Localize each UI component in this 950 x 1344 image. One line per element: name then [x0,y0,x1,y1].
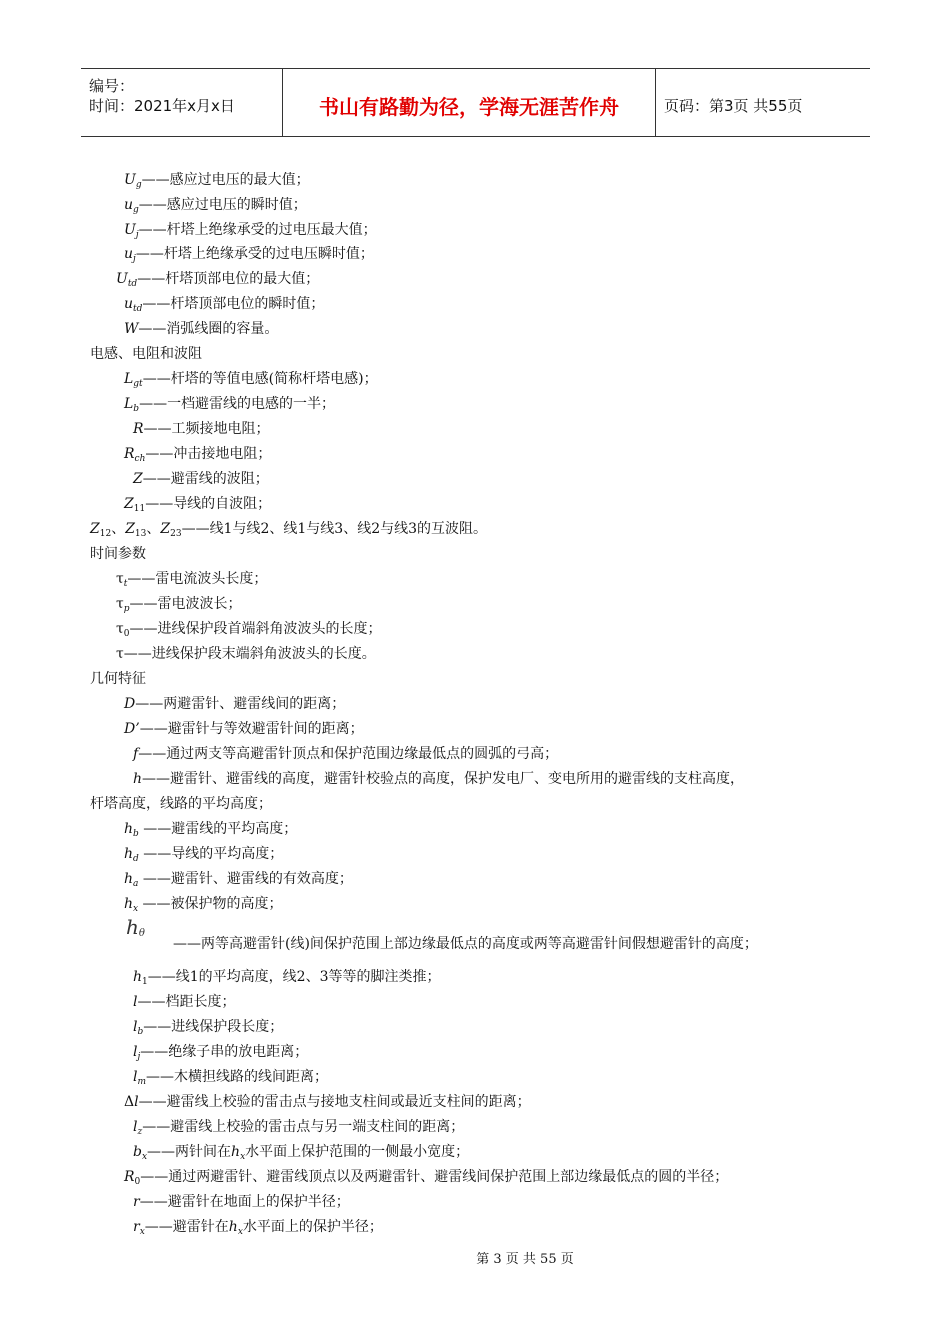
definition-text: ——避雷针、避雷线的高度，避雷针校验点的高度，保护发电厂、变电所用的避雷线的支柱高度， [142,771,745,787]
symbol: h [124,871,134,887]
tau-symbol: τ [116,621,124,637]
symbol: r [133,1219,140,1235]
definition-line [124,171,310,194]
definition-text: ——杆塔顶部电位的瞬时值； [142,296,325,312]
symbol: U [124,222,136,238]
symbol: l [133,1044,138,1060]
definition-line [124,320,278,338]
definition-text: ——消弧线圈的容量。 [138,321,279,337]
definition-text: ——进线保护段末端斜角波波头的长度。 [123,646,376,662]
symbol: D [124,696,136,712]
definition-text: ——避雷针在 [144,1219,229,1235]
header-right-cell [656,69,870,136]
definition-line [133,745,558,763]
symbol-subscript: ch [134,454,146,464]
definition-text: ——避雷针与等效避雷针间的距离； [139,721,364,737]
symbol: Z [90,521,100,537]
symbol-subscript: j [135,230,139,240]
symbol-subscript: 1 [142,977,148,987]
symbol-subscript: 0 [123,629,130,639]
symbol-subscript: m [137,1077,147,1087]
definition-line [124,870,353,893]
definition-line [124,295,324,318]
definition-line [133,993,235,1011]
definition-line [116,570,267,593]
definition-line [116,620,381,643]
symbol: l [133,1119,138,1135]
definition-text: ——线1与线2、线1与线3、线2与线3的互波阻。 [181,521,488,537]
definition-line [124,395,335,418]
symbol: R [124,446,135,462]
definition-text: ——通过两支等高避雷针顶点和保护范围边缘最低点的圆弧的弓高； [138,746,559,762]
definition-line [133,470,269,488]
definition-text: 水平面上保护范围的一侧最小宽度； [245,1144,470,1160]
definition-text: ——通过两避雷针、避雷线顶点以及两避雷针、避雷线间保护范围上部边缘最低点的圆的半径； [140,1169,729,1185]
definition-text: ——绝缘子串的放电距离； [140,1044,309,1060]
definition-line [124,820,297,843]
definition-text: ——杆塔的等值电感(简称杆塔电感)； [142,371,378,387]
definition-line [133,1143,469,1166]
definition-text: ——避雷线的波阻； [142,471,269,487]
page-label: 页码：第3页 共55页 [664,97,803,115]
definition-line [133,1218,383,1241]
definition-line [133,968,441,991]
definition-text: ——被保护物的高度； [138,896,283,912]
definition-text: ——雷电流波头长度； [127,571,268,587]
definition-line [133,1118,464,1141]
definition-text: 杆塔高度，线路的平均高度； [90,796,272,812]
symbol: R [133,421,144,437]
definition-line [124,1093,531,1111]
definition-line [116,645,376,663]
definition-line [133,1018,283,1041]
h-theta-symbol: $h_\theta$ [126,915,145,939]
definition-text: ——木横担线路的线间距离； [146,1069,329,1085]
definition-text: ——导线的平均高度； [138,846,284,862]
definition-line [133,770,744,788]
symbol-subscript: b [137,1027,144,1037]
symbol: h [124,846,134,862]
definition-line [116,270,319,293]
symbol-subscript: g [133,205,139,215]
definition-line [124,1168,728,1191]
symbol: l [134,1094,139,1110]
definition-line [133,1043,308,1066]
document-header [81,68,870,137]
symbol-subscript: p [123,604,130,614]
date-label: 时间：2021年x月x日 [89,97,235,115]
tau-symbol: τ [116,571,124,587]
definition-line [133,1068,328,1091]
symbol: u [124,246,134,262]
symbol-subscript: td [127,279,138,289]
page-footer: 第 3 页 共 55 页 [476,1252,574,1267]
definition-text: ——避雷线上校验的雷击点与另一端支柱间的距离； [142,1119,465,1135]
symbol: Z [124,496,134,512]
symbol: R [124,1169,135,1185]
symbol: Z [133,471,143,487]
separator: 、 [146,521,161,537]
symbol: Z [125,521,135,537]
definition-text: ——一档避雷线的电感的一半； [139,396,336,412]
symbol: u [124,197,134,213]
definition-line [90,795,272,813]
tau-symbol: τ [116,646,124,662]
symbol: U [116,271,128,287]
symbol-subscript: b [133,404,140,414]
definition-line [124,895,283,918]
definition-line [124,845,283,868]
section-heading: 几何特征 [90,671,146,687]
header-left-cell [81,69,283,136]
symbol-subscript: j [133,254,136,264]
symbol-subscript: z [137,1127,143,1137]
definition-text: 水平面上的保护半径； [242,1219,383,1235]
symbol: r [133,1194,140,1210]
symbol: U [124,172,136,188]
symbol: h [133,771,143,787]
symbol-subscript: g [135,180,142,190]
symbol: b [133,1144,142,1160]
symbol-subscript: j [137,1052,141,1062]
symbol: l [133,994,138,1010]
definition-line [173,935,758,953]
symbol-subscript: 23 [170,529,182,539]
symbol: h [124,896,134,912]
symbol: h [133,969,143,985]
symbol-subscript: 12 [99,529,112,539]
definition-text: ——线1的平均高度，线2、3等等的脚注类推； [147,969,441,985]
symbol-subscript: x [240,1152,246,1162]
definition-text: ——杆塔上绝缘承受的过电压最大值； [138,222,377,238]
symbol-subscript: gt [133,379,143,389]
definition-text: ——工频接地电阻； [143,421,270,437]
definition-line [90,520,487,543]
definition-text: ——档距长度； [137,994,236,1010]
separator: 、 [111,521,126,537]
definition-text: ——杆塔顶部电位的最大值； [137,271,320,287]
symbol: L [124,396,134,412]
definition-line [124,370,378,393]
definition-text: ——两针间在 [147,1144,232,1160]
symbol: u [124,296,134,312]
definition-text: ——雷电波波长； [129,596,242,612]
symbol: D’ [124,721,140,737]
symbol-subscript: x [133,904,139,914]
symbol: h [231,1144,241,1160]
definition-text: ——冲击接地电阻； [145,446,272,462]
definition-line [124,695,345,713]
symbol: l [133,1019,138,1035]
symbol-subscript: b [133,829,139,839]
definition-text: ——避雷线的平均高度； [138,821,298,837]
definition-line [124,445,271,468]
tau-symbol: τ [116,596,124,612]
definition-line [124,720,364,738]
symbol-subscript: d [133,854,139,864]
symbol: L [124,371,134,387]
symbol: f [133,746,139,762]
symbol-subscript: 0 [134,1177,141,1187]
section-heading: 时间参数 [90,546,146,562]
definition-text: ——进线保护段长度； [143,1019,284,1035]
definition-text: ——避雷线上校验的雷击点与接地支柱间或最近支柱间的距离； [138,1094,531,1110]
symbol-subscript: x [237,1227,243,1237]
symbol-subscript: x [139,1227,145,1237]
symbol: Z [160,521,171,537]
definition-text: ——杆塔上绝缘承受的过电压瞬时值； [135,246,374,262]
symbol-subscript: 13 [134,529,147,539]
definition-line [133,1193,350,1211]
delta-symbol: Δ [124,1094,135,1110]
section-heading: 电感、电阻和波阻 [90,346,202,362]
symbol: h [124,821,134,837]
symbol-subscript: td [133,304,143,314]
symbol-subscript: t [123,579,128,589]
definition-text: ——两等高避雷针(线)间保护范围上部边缘最低点的高度或两等高避雷针间假想避雷针的高度； [173,936,758,952]
definition-text: ——进线保护段首端斜角波波头的长度； [129,621,382,637]
symbol: h [228,1219,238,1235]
symbol-subscript: a [133,879,139,889]
symbol-subscript: 11 [133,504,146,514]
definition-text: ——感应过电压的最大值； [141,172,310,188]
definition-line [133,420,270,438]
definition-line [124,196,307,219]
definition-text: ——避雷针在地面上的保护半径； [139,1194,350,1210]
definition-line [124,221,377,244]
definition-text: ——感应过电压的瞬时值； [138,197,307,213]
header-middle-cell [283,69,656,136]
definition-line [116,595,242,618]
definition-text: ——避雷针、避雷线的有效高度； [138,871,353,887]
definition-line [124,495,271,518]
symbol: W [124,321,139,337]
symbol: l [133,1069,138,1085]
definition-text: ——两避雷针、避雷线间的距离； [135,696,346,712]
symbol-subscript: x [141,1152,148,1162]
definition-text: ——导线的自波阻； [145,496,272,512]
motto: 书山有路勤为径，学海无涯苦作舟 [319,95,619,119]
definition-line [124,245,374,268]
number-label: 编号： [89,77,135,95]
